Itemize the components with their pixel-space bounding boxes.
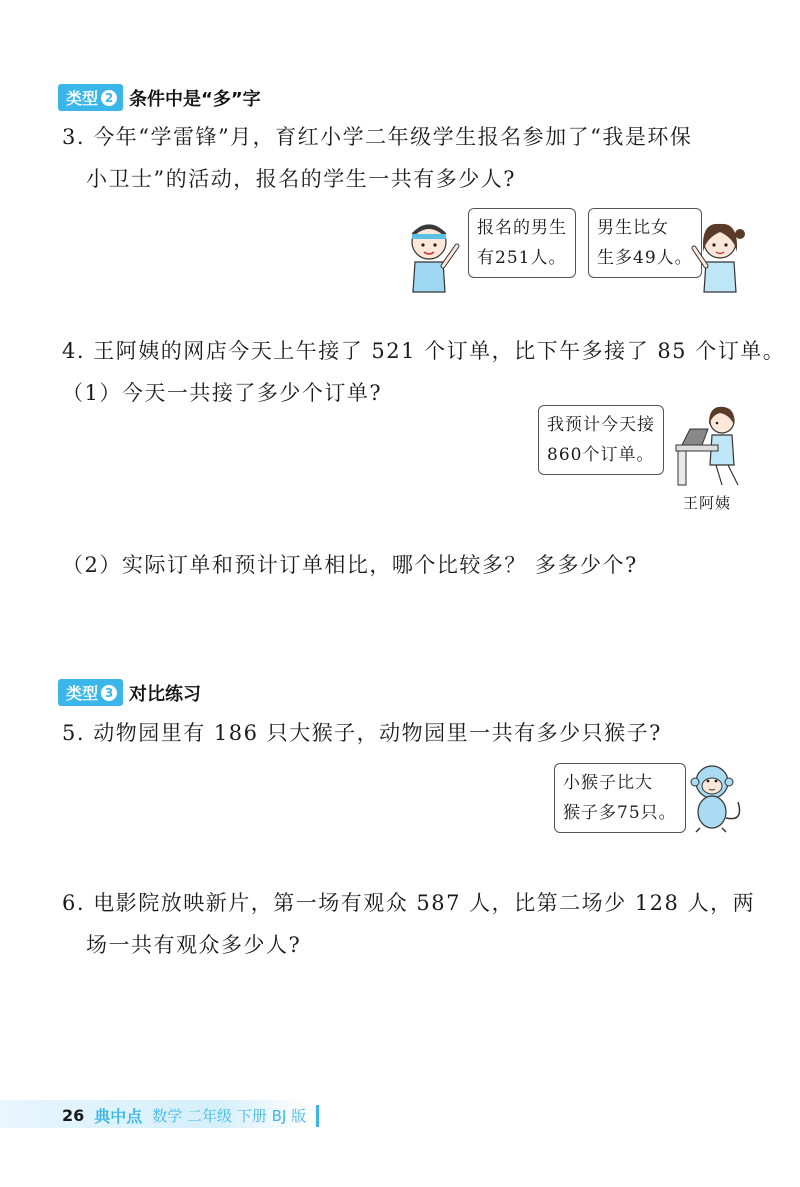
bubble-text-line: 报名的男生 (477, 218, 567, 238)
bubble-text-line: 小猴子比大 (563, 773, 653, 793)
woman-at-computer-illustration (672, 403, 746, 487)
section-header-type3 (58, 679, 201, 706)
section-title: 对比练习 (129, 683, 202, 705)
caption-wang-ayi: 王阿姨 (683, 494, 732, 512)
type-badge-number: 2 (101, 90, 117, 106)
type-badge (58, 679, 123, 706)
question-6-line-1: 6. 电影院放映新片，第一场有观众 587 人，比第二场少 128 人，两 (62, 891, 756, 915)
speech-bubble-boy (468, 208, 576, 278)
question-4-part-1: （1）今天一共接了多少个订单? (62, 381, 383, 405)
footer (62, 1104, 319, 1127)
question-4-line-1: 4. 王阿姨的网店今天上午接了 521 个订单，比下午多接了 85 个订单。 (62, 339, 786, 363)
girl-illustration (690, 218, 748, 296)
speech-bubble-monkey (554, 763, 686, 833)
section-header-type2 (58, 84, 261, 111)
book-title: 数学 二年级 下册 BJ 版 (152, 1107, 307, 1125)
boy-illustration (405, 218, 465, 296)
bubble-text-line: 860个订单。 (547, 445, 655, 465)
footer-divider (316, 1105, 319, 1127)
bubble-text-line: 猴子多75只。 (563, 803, 677, 823)
question-3-line-2: 小卫士”的活动，报名的学生一共有多少人? (86, 167, 516, 191)
type-badge-number: 3 (101, 685, 117, 701)
bubble-text-line: 有251人。 (477, 248, 567, 268)
bubble-text-line: 生多49人。 (597, 248, 693, 268)
question-4-part-2: （2）实际订单和预计订单相比，哪个比较多？ 多多少个? (62, 553, 638, 577)
type-badge-label: 类型 (66, 684, 99, 703)
brand-logo: 典中点 (94, 1107, 143, 1126)
monkey-illustration (686, 762, 746, 834)
speech-bubble-wang (538, 405, 664, 475)
question-3-line-1: 3. 今年“学雷锋”月，育红小学二年级学生报名参加了“我是环保 (62, 125, 693, 149)
page-number: 26 (62, 1106, 85, 1125)
speech-bubble-girl (588, 208, 702, 278)
type-badge-label: 类型 (66, 89, 99, 108)
bubble-text-line: 我预计今天接 (547, 415, 655, 435)
bubble-text-line: 男生比女 (597, 218, 669, 238)
question-5-line-1: 5. 动物园里有 186 只大猴子，动物园里一共有多少只猴子? (62, 721, 662, 745)
section-title: 条件中是“多”字 (129, 88, 261, 110)
question-6-line-2: 场一共有观众多少人? (86, 933, 302, 957)
type-badge (58, 84, 123, 111)
